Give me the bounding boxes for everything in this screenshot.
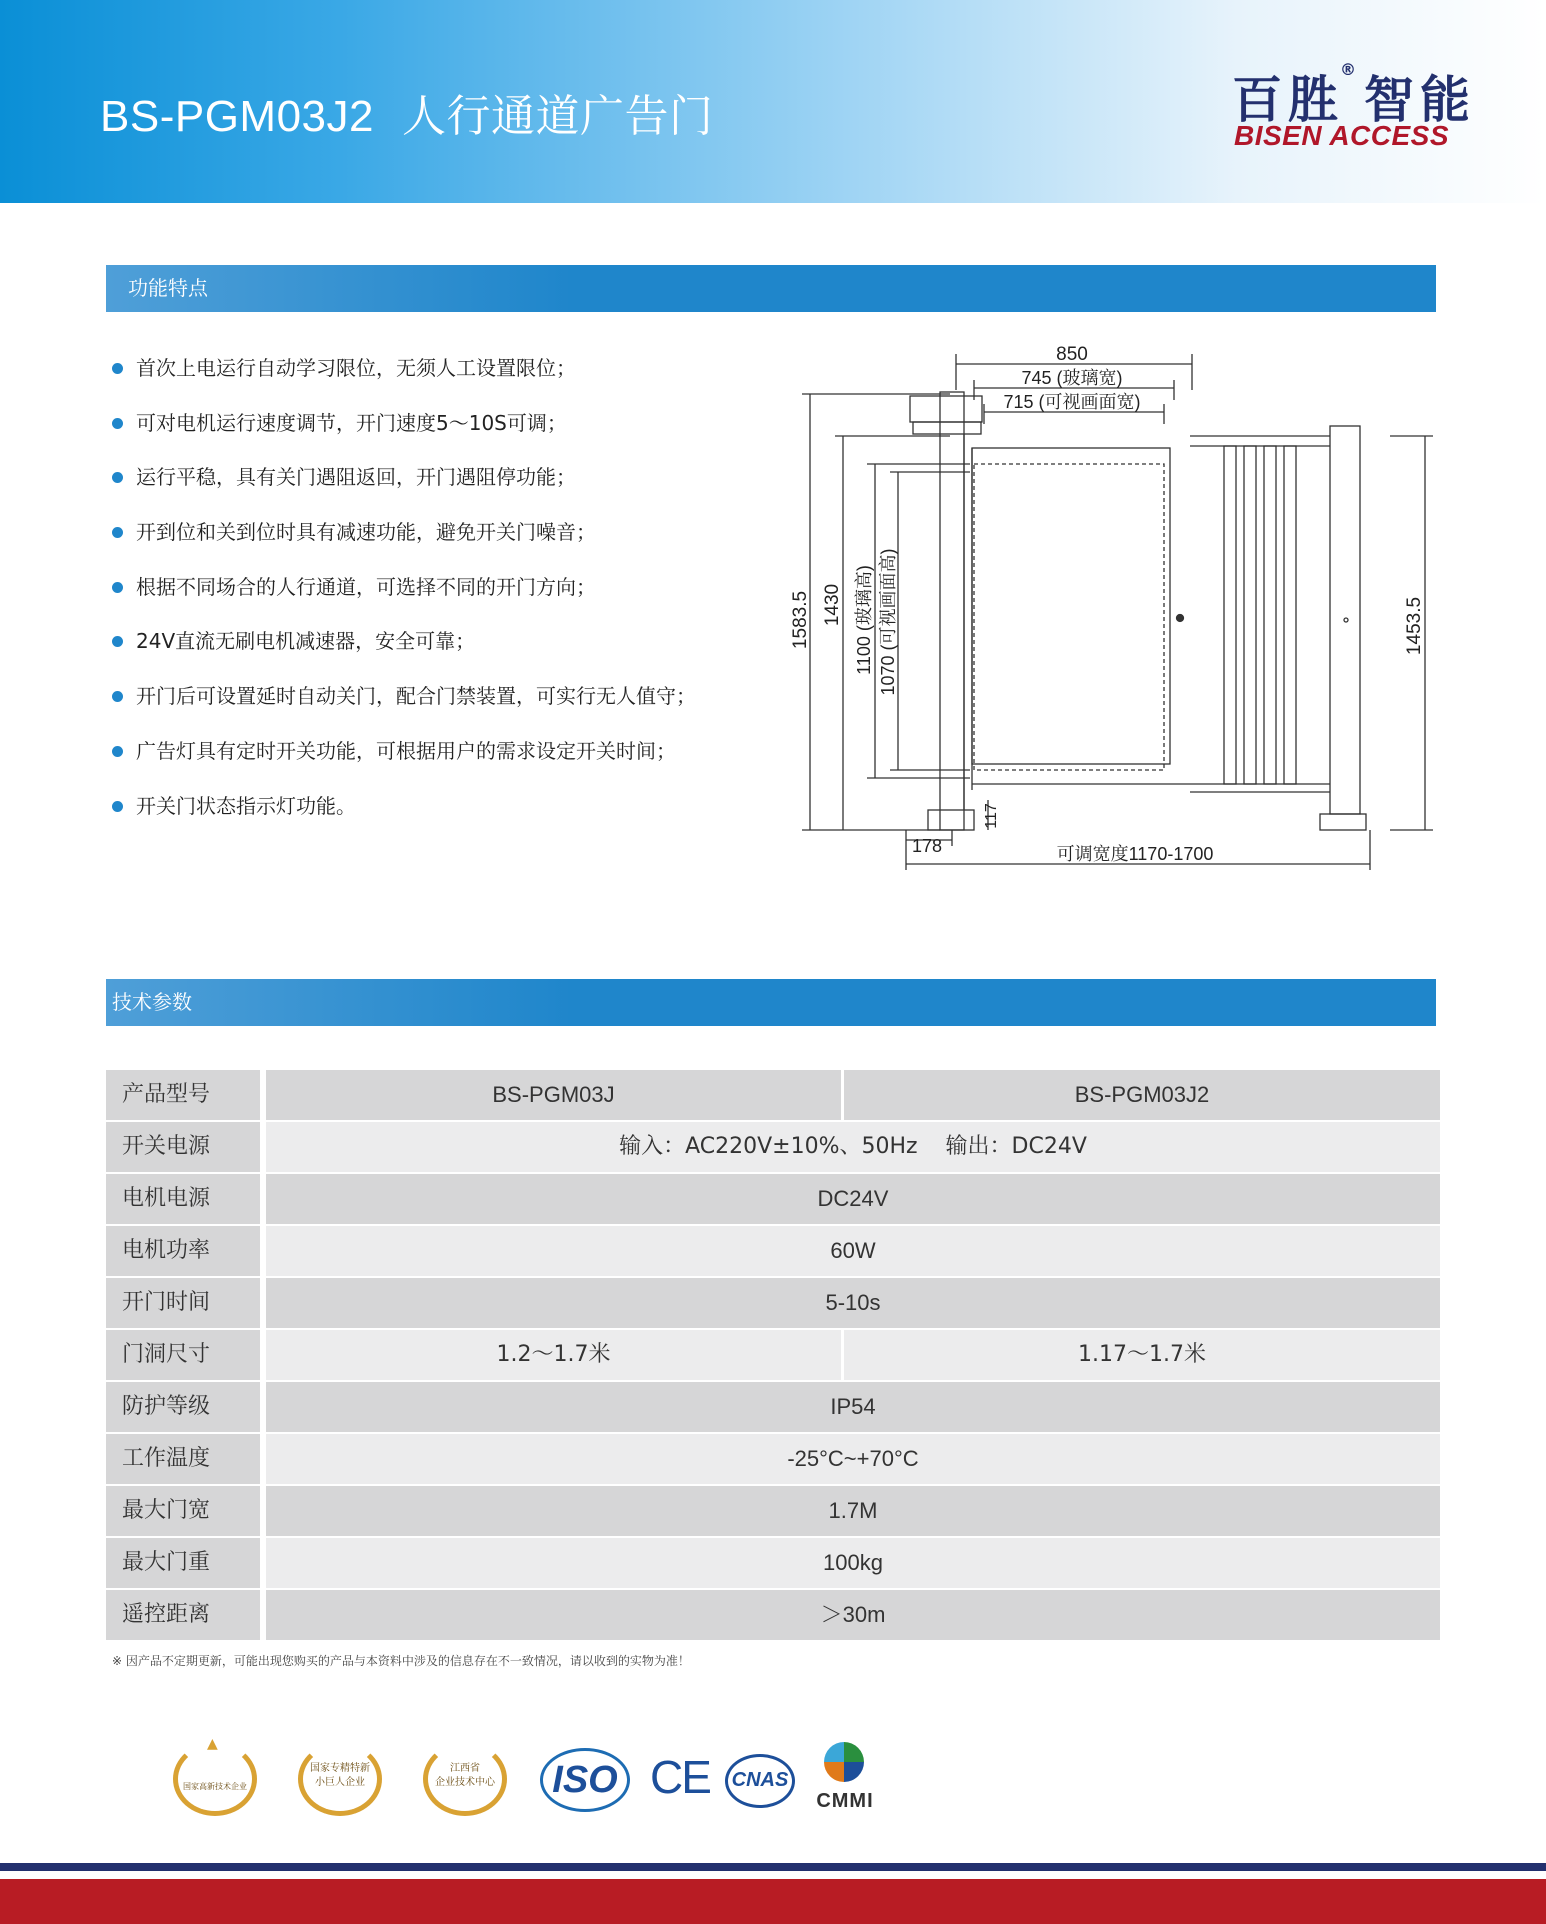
page-header (0, 0, 1546, 203)
row-label: 最大门重 (106, 1538, 260, 1588)
spec-table (106, 1070, 1440, 1642)
feature-item: 首次上电运行自动学习限位，无须人工设置限位； (110, 350, 730, 405)
feature-item: 广告灯具有定时开关功能，可根据用户的需求设定开关时间； (110, 733, 730, 788)
feature-item: 开门后可设置延时自动关门，配合门禁装置，可实行无人值守； (110, 678, 730, 733)
bullet-icon (112, 801, 123, 812)
laurel-icon (173, 1742, 257, 1816)
logo-english: BISEN ACCESS (1234, 120, 1450, 151)
bullet-icon (112, 582, 123, 593)
row-label: 遥控距离 (106, 1590, 260, 1640)
feature-item: 开到位和关到位时具有减速功能，避免开关门噪音； (110, 514, 730, 569)
table-cell: IP54 (266, 1382, 1440, 1432)
bullet-icon (112, 363, 123, 374)
table-cell: 输入：AC220V±10%、50Hz 输出：DC24V (266, 1122, 1440, 1172)
row-label: 电机电源 (106, 1174, 260, 1224)
page-title (100, 80, 713, 144)
dim-1583: 1583.5 (790, 590, 811, 650)
feature-list (110, 350, 730, 842)
specs-section-header (106, 979, 1436, 1026)
iso-logo: ISO (540, 1748, 630, 1812)
table-cell: DC24V (266, 1174, 1440, 1224)
table-cell: 1.7M (266, 1486, 1440, 1536)
tech-center-badge: 江西省 企业技术中心 (415, 1740, 515, 1830)
table-row (106, 1434, 1440, 1486)
footer-stripe-red (0, 1879, 1546, 1924)
bullet-icon (112, 746, 123, 757)
table-cell: 1.2～1.7米 (266, 1330, 841, 1380)
dim-715: 715 (可视画面宽) (1003, 392, 1141, 412)
feature-item: 24V直流无刷电机减速器，安全可靠； (110, 623, 730, 678)
dim-1430: 1430 (822, 583, 843, 627)
table-row (106, 1122, 1440, 1174)
table-row (106, 1278, 1440, 1330)
logo-chinese: 百胜®智能 (1232, 60, 1476, 129)
disclaimer-note: ※ 因产品不定期更新，可能出现您购买的产品与本资料中涉及的信息存在不一致情况，请以收到的实物为准！ (112, 1654, 690, 1668)
table-cell: 5-10s (266, 1278, 1440, 1328)
brand-logo (1232, 60, 1476, 155)
dim-745: 745 (玻璃宽) (1021, 368, 1123, 388)
row-label: 开门时间 (106, 1278, 260, 1328)
cnas-logo: CNAS (725, 1754, 795, 1808)
dim-1453: 1453.5 (1404, 596, 1425, 656)
row-label: 工作温度 (106, 1434, 260, 1484)
table-cell: 1.17～1.7米 (844, 1330, 1440, 1380)
table-cell: BS-PGM03J2 (844, 1070, 1440, 1120)
model-number: BS-PGM03J2 (100, 92, 374, 141)
table-row (106, 1486, 1440, 1538)
features-section-title: 功能特点 (128, 276, 208, 300)
gate-drawing-svg (790, 330, 1440, 900)
table-row (106, 1226, 1440, 1278)
table-cell: 100kg (266, 1538, 1440, 1588)
table-row (106, 1174, 1440, 1226)
feature-item: 根据不同场合的人行通道，可选择不同的开门方向； (110, 569, 730, 624)
globe-icon (824, 1742, 864, 1782)
dim-adjustable-width: 可调宽度1170-1700 (1056, 844, 1214, 864)
cmmi-logo: CMMI (810, 1742, 880, 1832)
feature-item: 可对电机运行速度调节，开门速度5～10S可调； (110, 405, 730, 460)
product-name: 人行通道广告门 (401, 92, 714, 141)
bullet-icon (112, 636, 123, 647)
bullet-icon (112, 472, 123, 483)
table-row (106, 1538, 1440, 1590)
table-row (106, 1330, 1440, 1382)
bullet-icon (112, 527, 123, 538)
specs-section-title: 技术参数 (112, 990, 192, 1014)
dim-1100: 1100 (玻璃高) (854, 565, 874, 675)
ce-mark: CE (650, 1751, 710, 1803)
dim-117: 117 (983, 803, 1000, 829)
table-cell: ＞30m (266, 1590, 1440, 1640)
row-label: 防护等级 (106, 1382, 260, 1432)
row-label: 开关电源 (106, 1122, 260, 1172)
row-label: 最大门宽 (106, 1486, 260, 1536)
bullet-icon (112, 418, 123, 429)
high-tech-enterprise-badge: ▲ 国家高新技术企业 (165, 1740, 265, 1830)
feature-item: 开关门状态指示灯功能。 (110, 788, 730, 843)
row-label: 电机功率 (106, 1226, 260, 1276)
table-cell: BS-PGM03J (266, 1070, 841, 1120)
table-row (106, 1590, 1440, 1642)
dim-178: 178 (911, 836, 943, 856)
little-giant-badge: 国家专精特新 小巨人企业 (290, 1740, 390, 1830)
table-cell: 60W (266, 1226, 1440, 1276)
row-label: 产品型号 (106, 1070, 260, 1120)
bullet-icon (112, 691, 123, 702)
table-cell: -25°C~+70°C (266, 1434, 1440, 1484)
flame-icon: ▲ (207, 1736, 218, 1752)
footer-stripe-blue (0, 1863, 1546, 1871)
table-row (106, 1070, 1440, 1122)
dim-1070: 1070 (可视画面高) (878, 548, 898, 696)
dimension-drawing (790, 330, 1440, 900)
dim-850: 850 (1056, 344, 1088, 365)
feature-item: 运行平稳，具有关门遇阻返回，开门遇阻停功能； (110, 459, 730, 514)
row-label: 门洞尺寸 (106, 1330, 260, 1380)
certification-logos (165, 1736, 885, 1830)
table-row (106, 1382, 1440, 1434)
features-section-header (106, 265, 1436, 312)
